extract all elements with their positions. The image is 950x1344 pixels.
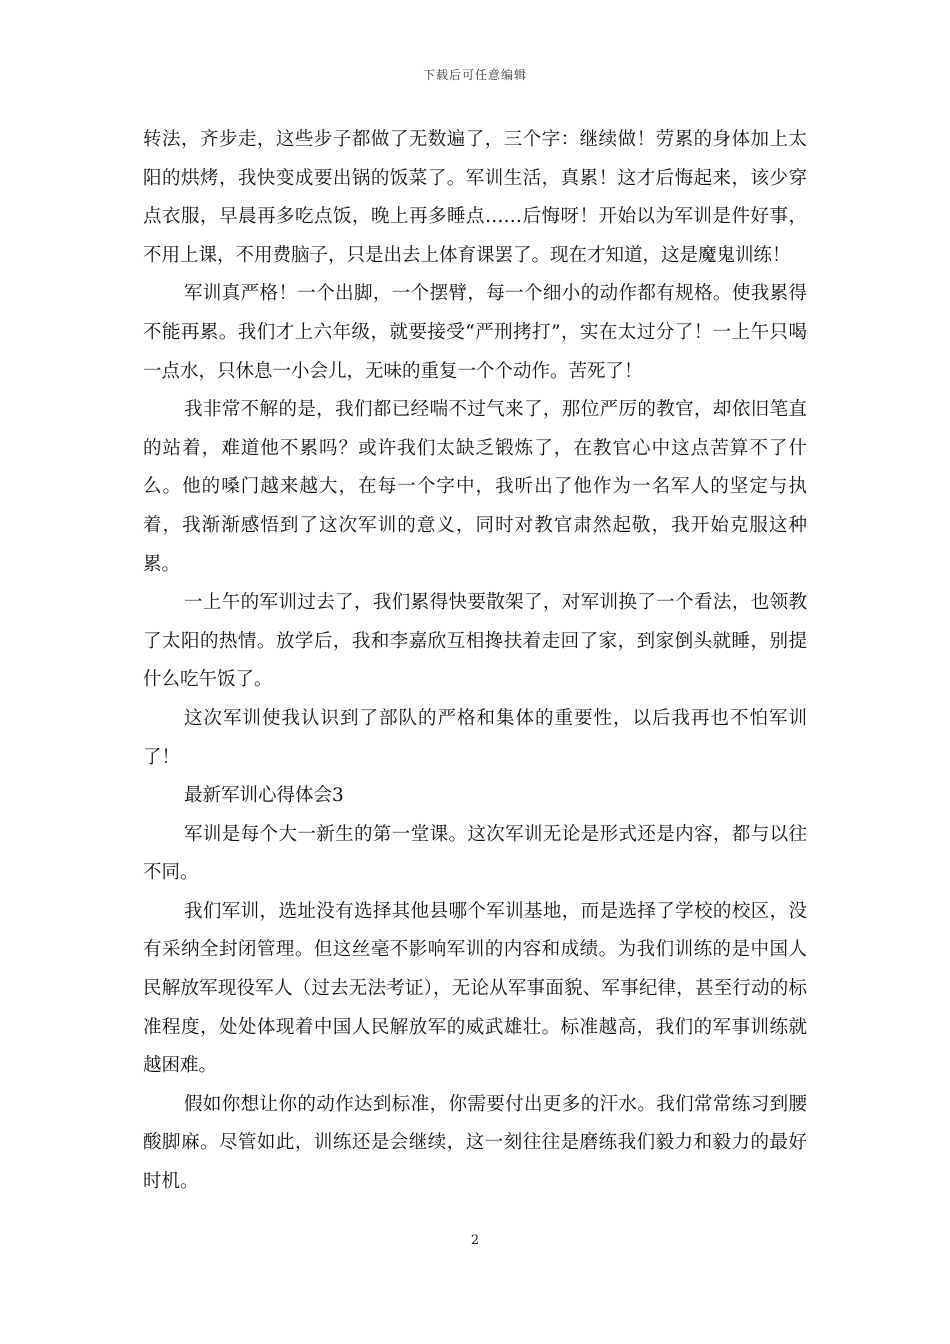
document-body — [143, 121, 807, 1202]
page-number: 2 — [470, 1233, 480, 1248]
paragraph-continuation: 转法，齐步走，这些步子都做了无数遍了，三个字：继续做！劳累的身体加上太阳的烘烤，我快变成要出锅的饭菜了。军训生活，真累！这才后悔起来，该少穿点衣服，早晨再多吃点饭，晚上再多睡点……后悔呀！开始以为军训是件好事，不用上课，不用费脑子，只是出去上体育课罢了。现在才知道，这是魔鬼训练！ — [143, 129, 807, 266]
paragraph: 我们军训，选址没有选择其他县哪个军训基地，而是选择了学校的校区，没有采纳全封闭管理。但这丝毫不影响军训的内容和成绩。为我们训练的是中国人民解放军现役军人（过去无法考证），无论从军事面貌、军事纪律，甚至行动的标准程度，处处体现着中国人民解放军的威武雄壮。标准越高，我们的军事训练就越困难。 — [143, 900, 807, 1077]
page-header-note: 下载后可任意编辑 — [422, 68, 527, 82]
paragraph: 这次军训使我认识到了部队的严格和集体的重要性，以后我再也不怕军训了！ — [143, 707, 807, 768]
paragraph: 一上午的军训过去了，我们累得快要散架了，对军训换了一个看法，也领教了太阳的热情。放学后，我和李嘉欣互相搀扶着走回了家，到家倒头就睡，别提什么吃午饭了。 — [143, 592, 807, 691]
paragraph: 军训真严格！一个出脚，一个摆臂，每一个细小的动作都有规格。使我累得不能再累。我们才上六年级，就要接受“严刑拷打”，实在太过分了！一上午只喝一点水，只休息一小会儿，无味的重复一个个动作。苦死了！ — [143, 283, 807, 382]
section-title: 最新军训心得体会3 — [184, 785, 344, 807]
paragraph: 我非常不解的是，我们都已经喘不过气来了，那位严厉的教官，却依旧笔直的站着，难道他不累吗？或许我们太缺乏锻炼了，在教官心中这点苦算不了什么。他的嗓门越来越大，在每一个字中，我听出了他作为一名军人的坚定与执着，我渐渐感悟到了这次军训的意义，同时对教官肃然起敬，我开始克服这种累。 — [143, 399, 807, 575]
paragraph: 假如你想让你的动作达到标准，你需要付出更多的汗水。我们常常练习到腰酸脚麻。尽管如此，训练还是会继续，这一刻往往是磨练我们毅力和毅力的最好时机。 — [143, 1093, 807, 1193]
paragraph: 军训是每个大一新生的第一堂课。这次军训无论是形式还是内容，都与以往不同。 — [143, 823, 807, 884]
